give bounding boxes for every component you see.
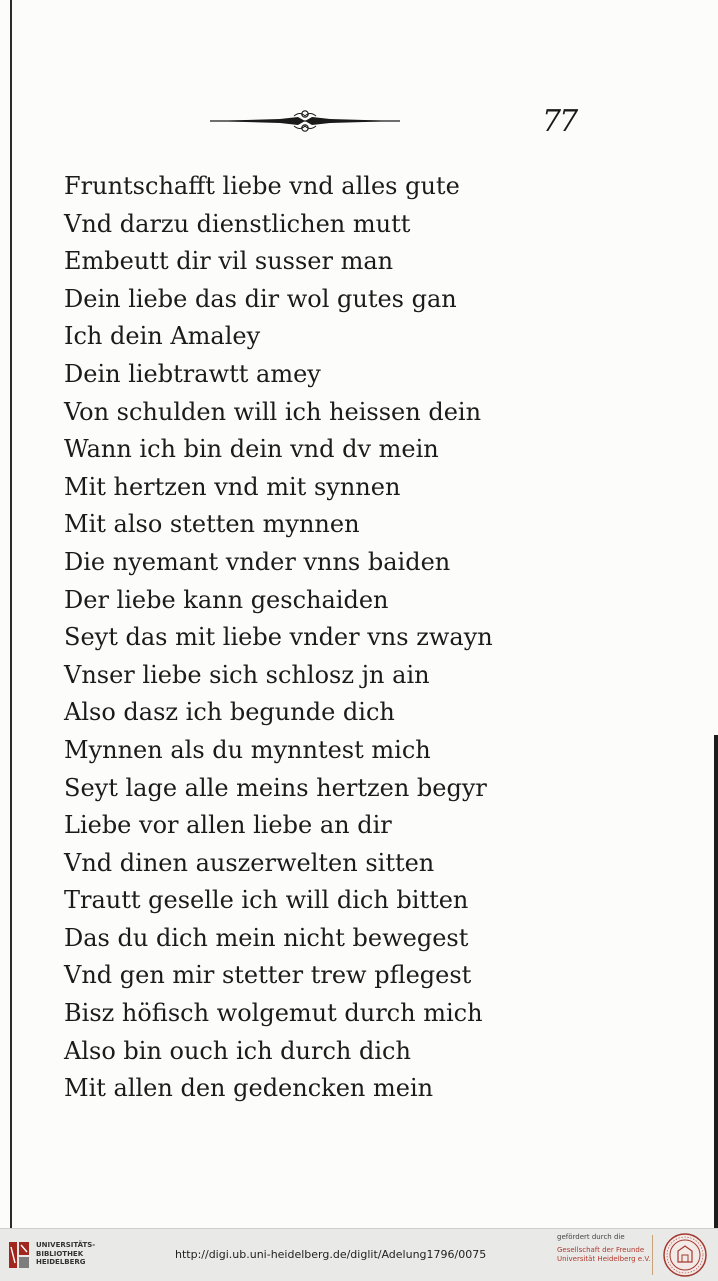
poem-line: Mit also stetten mynnen	[64, 510, 360, 539]
poem-line: Seyt lage alle meins hertzen begyr	[64, 773, 487, 802]
poem-line: Trautt geselle ich will dich bitten	[64, 886, 469, 915]
sponsor-label: gefördert durch die	[557, 1233, 625, 1241]
permalink-url[interactable]: http://digi.ub.uni-heidelberg.de/diglit/Adelung1796/0075	[175, 1248, 487, 1261]
footer-bar	[0, 1228, 718, 1281]
poem-text	[64, 168, 544, 1108]
university-seal-icon	[662, 1232, 708, 1278]
page-number: 77	[542, 104, 577, 139]
poem-line: Bisz höfisch wolgemut durch mich	[64, 999, 483, 1028]
sponsor-name-line: Gesellschaft der Freunde	[557, 1246, 645, 1254]
library-name-line: UNIVERSITÄTS-	[36, 1241, 96, 1249]
poem-line: Liebe vor allen liebe an dir	[64, 811, 392, 840]
sponsor-name-line: Universität Heidelberg e.V.	[557, 1255, 651, 1263]
poem-line: Mit allen den gedencken mein	[64, 1074, 434, 1103]
library-name-line: HEIDELBERG	[36, 1258, 86, 1266]
poem-line: Der liebe kann geschaiden	[64, 585, 389, 614]
poem-line: Wann ich bin dein vnd dv mein	[64, 435, 439, 464]
library-name-line: BIBLIOTHEK	[36, 1249, 84, 1258]
university-library-logo-icon	[6, 1239, 32, 1271]
poem-line: Vnd darzu dienstlichen mutt	[64, 209, 411, 238]
poem-line: Das du dich mein nicht bewegest	[64, 923, 469, 952]
library-name	[36, 1241, 95, 1267]
poem-line: Von schulden will ich heissen dein	[64, 397, 482, 426]
page-right-edge	[714, 735, 718, 1228]
poem-line: Also dasz ich begunde dich	[64, 698, 395, 727]
poem-line: Fruntschafft liebe vnd alles gute	[64, 172, 460, 200]
poem-line: Dein liebe das dir wol gutes gan	[64, 284, 457, 313]
poem-line: Seyt das mit liebe vnder vns zwayn	[64, 623, 493, 652]
poem-line: Dein liebtrawtt amey	[64, 359, 321, 388]
poem-line: Also bin ouch ich durch dich	[64, 1036, 411, 1065]
sponsor-divider	[652, 1235, 653, 1275]
poem-line: Ich dein Amaley	[64, 322, 261, 351]
sponsor-name	[557, 1246, 650, 1264]
poem-line: Vnd dinen auszerwelten sitten	[64, 848, 435, 877]
poem-line: Vnser liebe sich schlosz jn ain	[64, 660, 430, 689]
poem-line: Die nyemant vnder vnns baiden	[64, 547, 451, 576]
page-left-edge	[10, 0, 12, 1228]
header-ornament-icon	[210, 108, 400, 134]
poem-line: Mit hertzen vnd mit synnen	[64, 472, 401, 501]
poem-line: Vnd gen mir stetter trew pflegest	[64, 961, 472, 990]
poem-line: Embeutt dir vil susser man	[64, 247, 394, 276]
poem-line: Mynnen als du mynntest mich	[64, 735, 431, 764]
